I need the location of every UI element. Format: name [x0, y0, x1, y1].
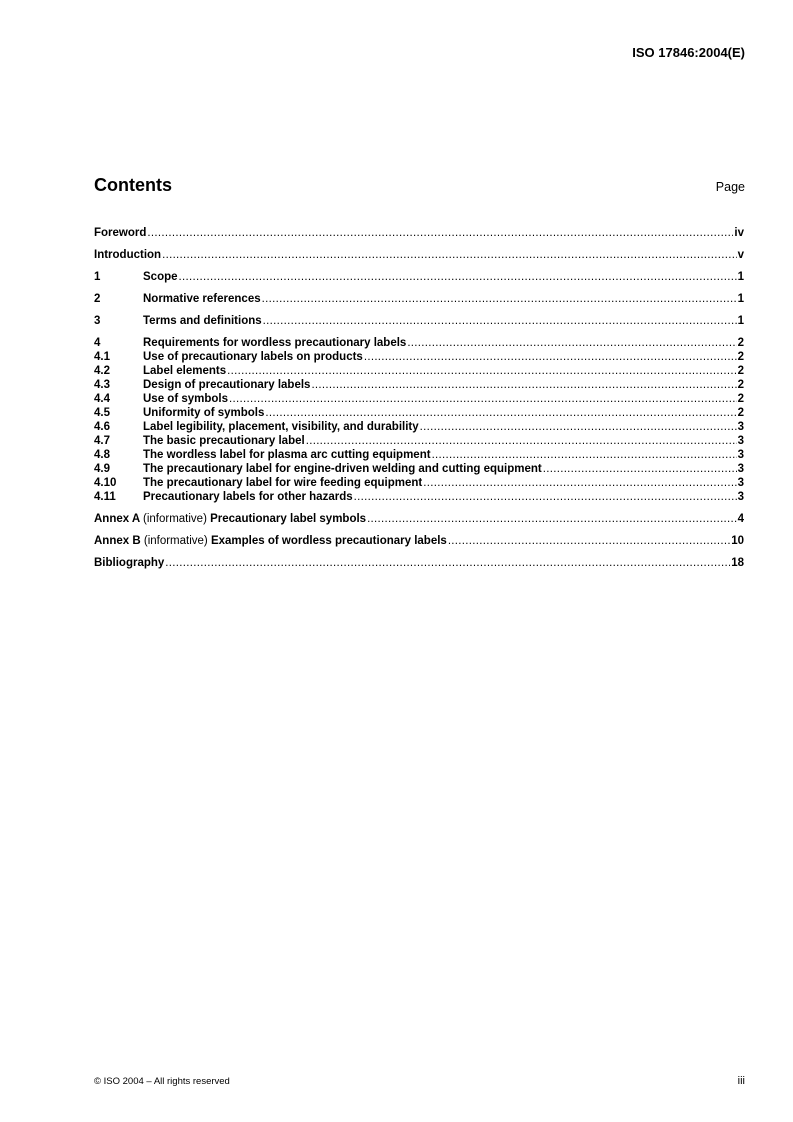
- toc-dot-leader: [311, 378, 736, 392]
- toc-entry-number: 4.6: [94, 421, 110, 433]
- toc-dot-leader: [147, 226, 733, 240]
- toc-dot-leader: [262, 292, 737, 306]
- document-code: ISO 17846:2004(E): [632, 45, 745, 60]
- toc-entry-title-text: Bibliography: [94, 557, 165, 569]
- toc-dot-leader: [420, 420, 737, 434]
- toc-entry-page: 3: [737, 477, 744, 489]
- toc-entry-title-text: Normative references: [143, 293, 261, 305]
- toc-entry-title: [143, 406, 264, 420]
- toc-dot-leader: [263, 314, 737, 328]
- toc-entry-number: 4.9: [94, 463, 110, 475]
- toc-entry-title-text: Requirements for wordless precautionary labels: [143, 337, 407, 349]
- toc-entry[interactable]: [94, 490, 744, 504]
- toc-entry-number: 4.3: [94, 379, 110, 391]
- toc-entry-annex-title: Examples of wordless precautionary labels: [210, 535, 447, 547]
- toc-entry[interactable]: [94, 226, 744, 240]
- toc-entry[interactable]: [94, 476, 744, 490]
- toc-entry-title: [143, 490, 353, 504]
- toc-entry-title: [143, 364, 226, 378]
- toc-dot-leader: [354, 490, 737, 504]
- toc-entry[interactable]: [94, 364, 744, 378]
- toc-entry-title: [143, 448, 431, 462]
- toc-entry-title-text: Scope: [143, 271, 178, 283]
- toc-entry-page: 3: [737, 463, 744, 475]
- toc-entry-title-text: Annex A: [94, 513, 140, 525]
- toc-entry-page: 2: [737, 379, 744, 391]
- toc-entry-title-text: Terms and definitions: [143, 315, 262, 327]
- toc-entry[interactable]: [94, 448, 744, 462]
- contents-heading: Contents: [94, 175, 172, 195]
- toc-entry-title-text: The precautionary label for engine-driven welding and cutting equipment: [143, 463, 542, 475]
- toc-entry-note: (informative): [143, 513, 207, 525]
- toc-entry[interactable]: [94, 336, 744, 350]
- toc-entry-page: 2: [737, 407, 744, 419]
- toc-entry-title: [94, 556, 164, 570]
- toc-dot-leader: [407, 336, 736, 350]
- toc-entry-page: 18: [731, 557, 744, 569]
- toc-entry-title: [143, 392, 228, 406]
- toc-entry-number: 4.10: [94, 477, 117, 489]
- toc-entry[interactable]: [94, 512, 744, 526]
- toc-entry[interactable]: [94, 406, 744, 420]
- toc-entry-page: 2: [737, 337, 744, 349]
- toc-entry-title: [143, 292, 261, 306]
- toc-entry-page: 10: [731, 535, 744, 547]
- toc-dot-leader: [543, 462, 737, 476]
- toc-entry[interactable]: [94, 314, 744, 328]
- toc-dot-leader: [432, 448, 737, 462]
- toc-entry-title: [143, 378, 310, 392]
- toc-dot-leader: [364, 350, 737, 364]
- toc-entry-page: 3: [737, 435, 744, 447]
- footer-page-number: iii: [737, 1075, 745, 1087]
- toc-entry-title-text: The precautionary label for wire feeding equipment: [143, 477, 423, 489]
- toc-entry-page: 3: [737, 491, 744, 503]
- toc-entry-title-text: Use of precautionary labels on products: [143, 351, 363, 363]
- toc-dot-leader: [229, 392, 737, 406]
- toc-entry-number: 4.8: [94, 449, 110, 461]
- toc-entry-number: 4.7: [94, 435, 110, 447]
- toc-dot-leader: [179, 270, 737, 284]
- toc-entry-title: [94, 512, 366, 526]
- toc-dot-leader: [448, 534, 730, 548]
- toc-dot-leader: [306, 434, 737, 448]
- toc-entry-page: 1: [737, 293, 744, 305]
- footer-copyright: © ISO 2004 – All rights reserved: [94, 1076, 230, 1087]
- toc-entry-page: iv: [734, 227, 744, 239]
- toc-entry[interactable]: [94, 556, 744, 570]
- table-of-contents: [94, 226, 744, 570]
- toc-entry-title: [143, 336, 406, 350]
- toc-dot-leader: [423, 476, 736, 490]
- toc-entry-page: 2: [737, 393, 744, 405]
- toc-entry[interactable]: [94, 420, 744, 434]
- toc-entry-number: 4.5: [94, 407, 110, 419]
- toc-dot-leader: [162, 248, 737, 262]
- toc-dot-leader: [165, 556, 730, 570]
- toc-entry-page: 3: [737, 449, 744, 461]
- toc-entry-title: [143, 314, 262, 328]
- toc-entry[interactable]: [94, 462, 744, 476]
- toc-entry[interactable]: [94, 248, 744, 262]
- toc-entry-page: 4: [737, 513, 744, 525]
- toc-entry-number: 4: [94, 337, 101, 349]
- toc-entry-title-text: Uniformity of symbols: [143, 407, 265, 419]
- toc-entry-page: 1: [737, 271, 744, 283]
- toc-entry[interactable]: [94, 434, 744, 448]
- toc-dot-leader: [367, 512, 737, 526]
- toc-entry[interactable]: [94, 350, 744, 364]
- toc-entry-title: [143, 350, 363, 364]
- toc-entry-page: 2: [737, 351, 744, 363]
- toc-entry-title-text: Label elements: [143, 365, 227, 377]
- toc-entry[interactable]: [94, 534, 744, 548]
- toc-entry-title-text: The basic precautionary label: [143, 435, 305, 447]
- toc-entry-title-text: The wordless label for plasma arc cutting equipment: [143, 449, 431, 461]
- toc-entry-title-text: Introduction: [94, 249, 162, 261]
- toc-entry-page: 3: [737, 421, 744, 433]
- toc-entry-title-text: Precautionary labels for other hazards: [143, 491, 353, 503]
- page-column-label: Page: [715, 180, 745, 194]
- toc-entry[interactable]: [94, 292, 744, 306]
- toc-entry-number: 2: [94, 293, 101, 305]
- toc-entry-title-text: Label legibility, placement, visibility, and durability: [143, 421, 419, 433]
- toc-entry[interactable]: [94, 392, 744, 406]
- toc-entry-page: 1: [737, 315, 744, 327]
- toc-entry-page: 2: [737, 365, 744, 377]
- toc-entry-title: [143, 270, 178, 284]
- toc-entry-title: [143, 476, 422, 490]
- toc-entry[interactable]: [94, 270, 744, 284]
- toc-entry-title: [143, 420, 419, 434]
- toc-entry-number: 4.1: [94, 351, 110, 363]
- toc-entry-title: [94, 534, 447, 548]
- toc-entry-title-text: Annex B: [94, 535, 141, 547]
- toc-entry-title: [143, 462, 542, 476]
- toc-entry-note: (informative): [143, 535, 208, 547]
- toc-entry-page: v: [737, 249, 744, 261]
- toc-dot-leader: [265, 406, 736, 420]
- toc-entry-title: [94, 248, 161, 262]
- toc-entry-number: 4.11: [94, 491, 116, 503]
- toc-entry-annex-title: Precautionary label symbols: [210, 513, 367, 525]
- toc-entry-title: [94, 226, 146, 240]
- toc-entry-number: 4.4: [94, 393, 110, 405]
- toc-entry-number: 3: [94, 315, 101, 327]
- toc-entry-number: 1: [94, 271, 101, 283]
- toc-entry-title-text: Foreword: [94, 227, 147, 239]
- toc-entry-title: [143, 434, 305, 448]
- toc-entry[interactable]: [94, 378, 744, 392]
- toc-entry-title-text: Use of symbols: [143, 393, 228, 405]
- toc-entry-number: 4.2: [94, 365, 110, 377]
- toc-entry-title-text: Design of precautionary labels: [143, 379, 311, 391]
- toc-dot-leader: [227, 364, 737, 378]
